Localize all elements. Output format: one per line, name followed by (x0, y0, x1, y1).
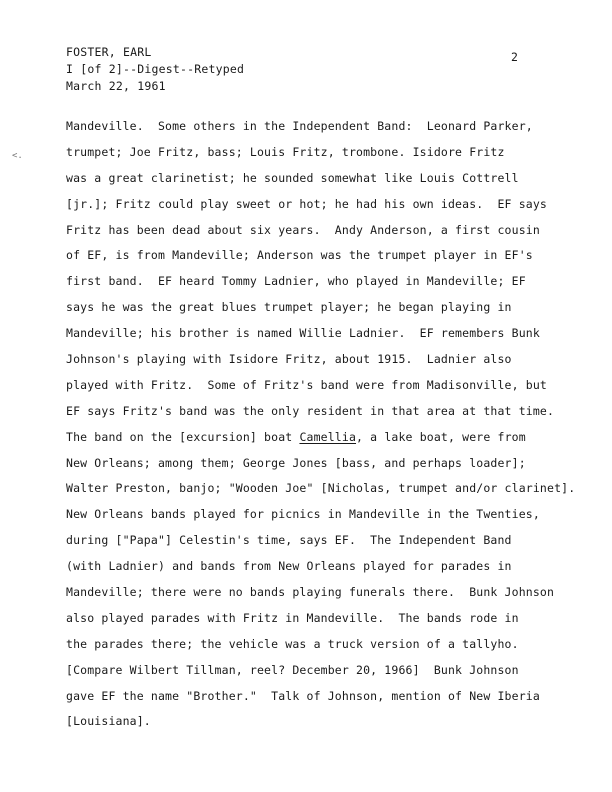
boat-name-underlined: Camellia (299, 429, 357, 444)
body-line: EF says Fritz's band was the only resident in that area at that time. (66, 403, 555, 418)
body-line: gave EF the name "Brother." Talk of Johnson, mention of New Iberia (66, 688, 540, 703)
body-line-after: , a lake boat, were from (356, 429, 526, 444)
body-line: Walter Preston, banjo; "Wooden Joe" [Nicholas, trumpet and/or clarinet]. (66, 481, 576, 496)
body-line-camellia (66, 425, 602, 451)
header-date: March 22, 1961 (66, 79, 166, 93)
body-line-before: The band on the [excursion] boat (66, 429, 300, 444)
body-line: New Orleans; among them; George Jones [bass, and perhaps loader]; (66, 455, 526, 470)
body-line: New Orleans bands played for picnics in Mandeville in the Twenties, (66, 507, 540, 522)
body-line: Fritz has been dead about six years. Andy Anderson, a first cousin (66, 222, 540, 237)
header-reel: I [of 2]--Digest--Retyped (66, 62, 245, 76)
margin-mark: <. (12, 151, 23, 161)
body-line: says he was the great blues trumpet player; he began playing in (66, 300, 512, 315)
body-line: Mandeville. Some others in the Independent Band: Leonard Parker, (66, 119, 533, 133)
body-line: played with Fritz. Some of Fritz's band were from Madisonville, but (66, 377, 548, 392)
document-header (66, 44, 244, 95)
body-line: Mandeville; his brother is named Willie Ladnier. EF remembers Bunk (66, 326, 540, 341)
header-name: FOSTER, EARL (66, 45, 152, 59)
body-line: the parades there; the vehicle was a truck version of a tallyho. (66, 636, 519, 651)
body-line: of EF, is from Mandeville; Anderson was the trumpet player in EF's (66, 248, 533, 263)
body-line: was a great clarinetist; he sounded somewhat like Louis Cottrell (66, 170, 519, 185)
body-line: [jr.]; Fritz could play sweet or hot; he had his own ideas. EF says (66, 196, 548, 211)
body-line: (with Ladnier) and bands from New Orleans played for parades in (66, 559, 512, 574)
digest-body (66, 114, 602, 735)
body-line: first band. EF heard Tommy Ladnier, who played in Mandeville; EF (66, 274, 526, 289)
body-line: Mandeville; there were no bands playing funerals there. Bunk Johnson (66, 585, 555, 600)
body-line: trumpet; Joe Fritz, bass; Louis Fritz, trombone. Isidore Fritz (66, 144, 505, 159)
body-line: Johnson's playing with Isidore Fritz, about 1915. Ladnier also (66, 352, 512, 367)
page-number: 2 (511, 50, 518, 64)
body-line: during ["Papa"] Celestin's time, says EF. The Independent Band (66, 533, 512, 548)
body-line: also played parades with Fritz in Mandeville. The bands rode in (66, 610, 519, 625)
body-line: [Compare Wilbert Tillman, reel? December 20, 1966] Bunk Johnson (66, 662, 519, 677)
body-line: [Louisiana]. (66, 714, 151, 729)
